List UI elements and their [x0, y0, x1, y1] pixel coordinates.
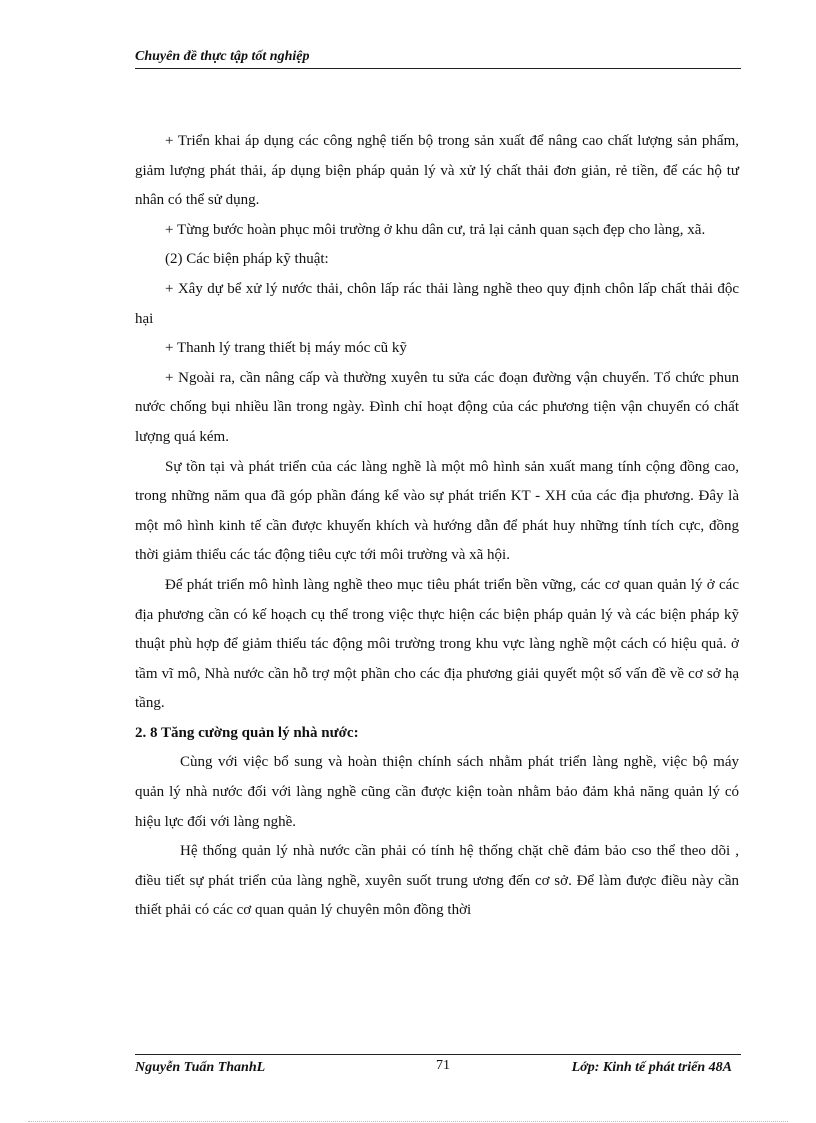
- section-paragraph-1: Cùng với việc bổ sung và hoàn thiện chính sách nhằm phát triển làng nghề, việc bộ máy quản lý nhà nước đối với làng nghề cũng cần được kiện toàn nhằm bảo đảm khả năng quản lý có hiệu lực đối với làng nghề.: [135, 754, 739, 830]
- footer-author: Nguyễn Tuấn ThanhL: [135, 1060, 266, 1075]
- section-paragraph-2: Hệ thống quản lý nhà nước cần phải có tính hệ thống chặt chẽ đảm bảo cso thể theo dõi , điều tiết sự phát triển của làng nghề, xuyên suốt trung ương đến cơ sở. Để làm được điều này cần thiết phải có các cơ quan quản lý chuyên môn đồng thời: [135, 843, 739, 919]
- paragraph-7: Sự tồn tại và phát triển của các làng nghề là một mô hình sản xuất mang tính cộng đồng cao, trong những năm qua đã góp phần đáng kể vào sự phát triển KT - XH của các địa phương. Đây là một mô hình kinh tế cần được khuyến khích và hướng dẫn để phát huy những tính tích cực, đồng thời giảm thiểu các tác động tiêu cực tới môi trường và xã hội.: [135, 458, 739, 564]
- section-heading: 2. 8 Tăng cường quản lý nhà nước:: [135, 724, 359, 741]
- footer-class-label: Lớp: Kinh tế phát triển 48A: [571, 1060, 732, 1075]
- paragraph-8: Để phát triển mô hình làng nghề theo mục tiêu phát triển bền vững, các cơ quan quản lý ở các địa phương cần có kế hoạch cụ thể trong việc thực hiện các biện pháp quản lý và các biện pháp kỹ thuật phù hợp để giảm thiểu tác động môi trường trong khu vực làng nghề một cách có hiệu quả. ở tầm vĩ mô, Nhà nước cần hỗ trợ một phần cho các địa phương giải quyết một số vấn đề về cơ sở hạ tầng.: [135, 576, 739, 712]
- paragraph-2: + Từng bước hoàn phục môi trường ở khu dân cư, trả lại cảnh quan sạch đẹp cho làng, xã.: [165, 221, 706, 238]
- paragraph-4: + Xây dự bể xử lý nước thải, chôn lấp rác thải làng nghề theo quy định chôn lấp chất thải độc hại: [135, 280, 739, 327]
- header-title: Chuyên đề thực tập tốt nghiệp: [135, 49, 310, 64]
- page-number: 71: [436, 1058, 450, 1073]
- paragraph-6: + Ngoài ra, cần nâng cấp và thường xuyên tu sửa các đoạn đường vận chuyển. Tổ chức phun nước chống bụi nhiều lần trong ngày. Đình chỉ hoạt động của các phương tiện vận chuyển có chất lượng quá kém.: [135, 369, 739, 445]
- document-body: [135, 127, 739, 926]
- paragraph-1: + Triển khai áp dụng các công nghệ tiến bộ trong sản xuất để nâng cao chất lượng sản phẩm, giảm lượng phát thải, áp dụng biện pháp quản lý và xử lý chất thải đơn giản, rẻ tiền, để các hộ tư nhân có thể sử dụng.: [135, 133, 739, 209]
- header-divider: [135, 68, 741, 69]
- footer-divider: [135, 1054, 741, 1055]
- page-bottom-border: [28, 1121, 788, 1122]
- paragraph-3: (2) Các biện pháp kỹ thuật:: [165, 251, 329, 268]
- paragraph-5: + Thanh lý trang thiết bị máy móc cũ kỹ: [165, 340, 407, 357]
